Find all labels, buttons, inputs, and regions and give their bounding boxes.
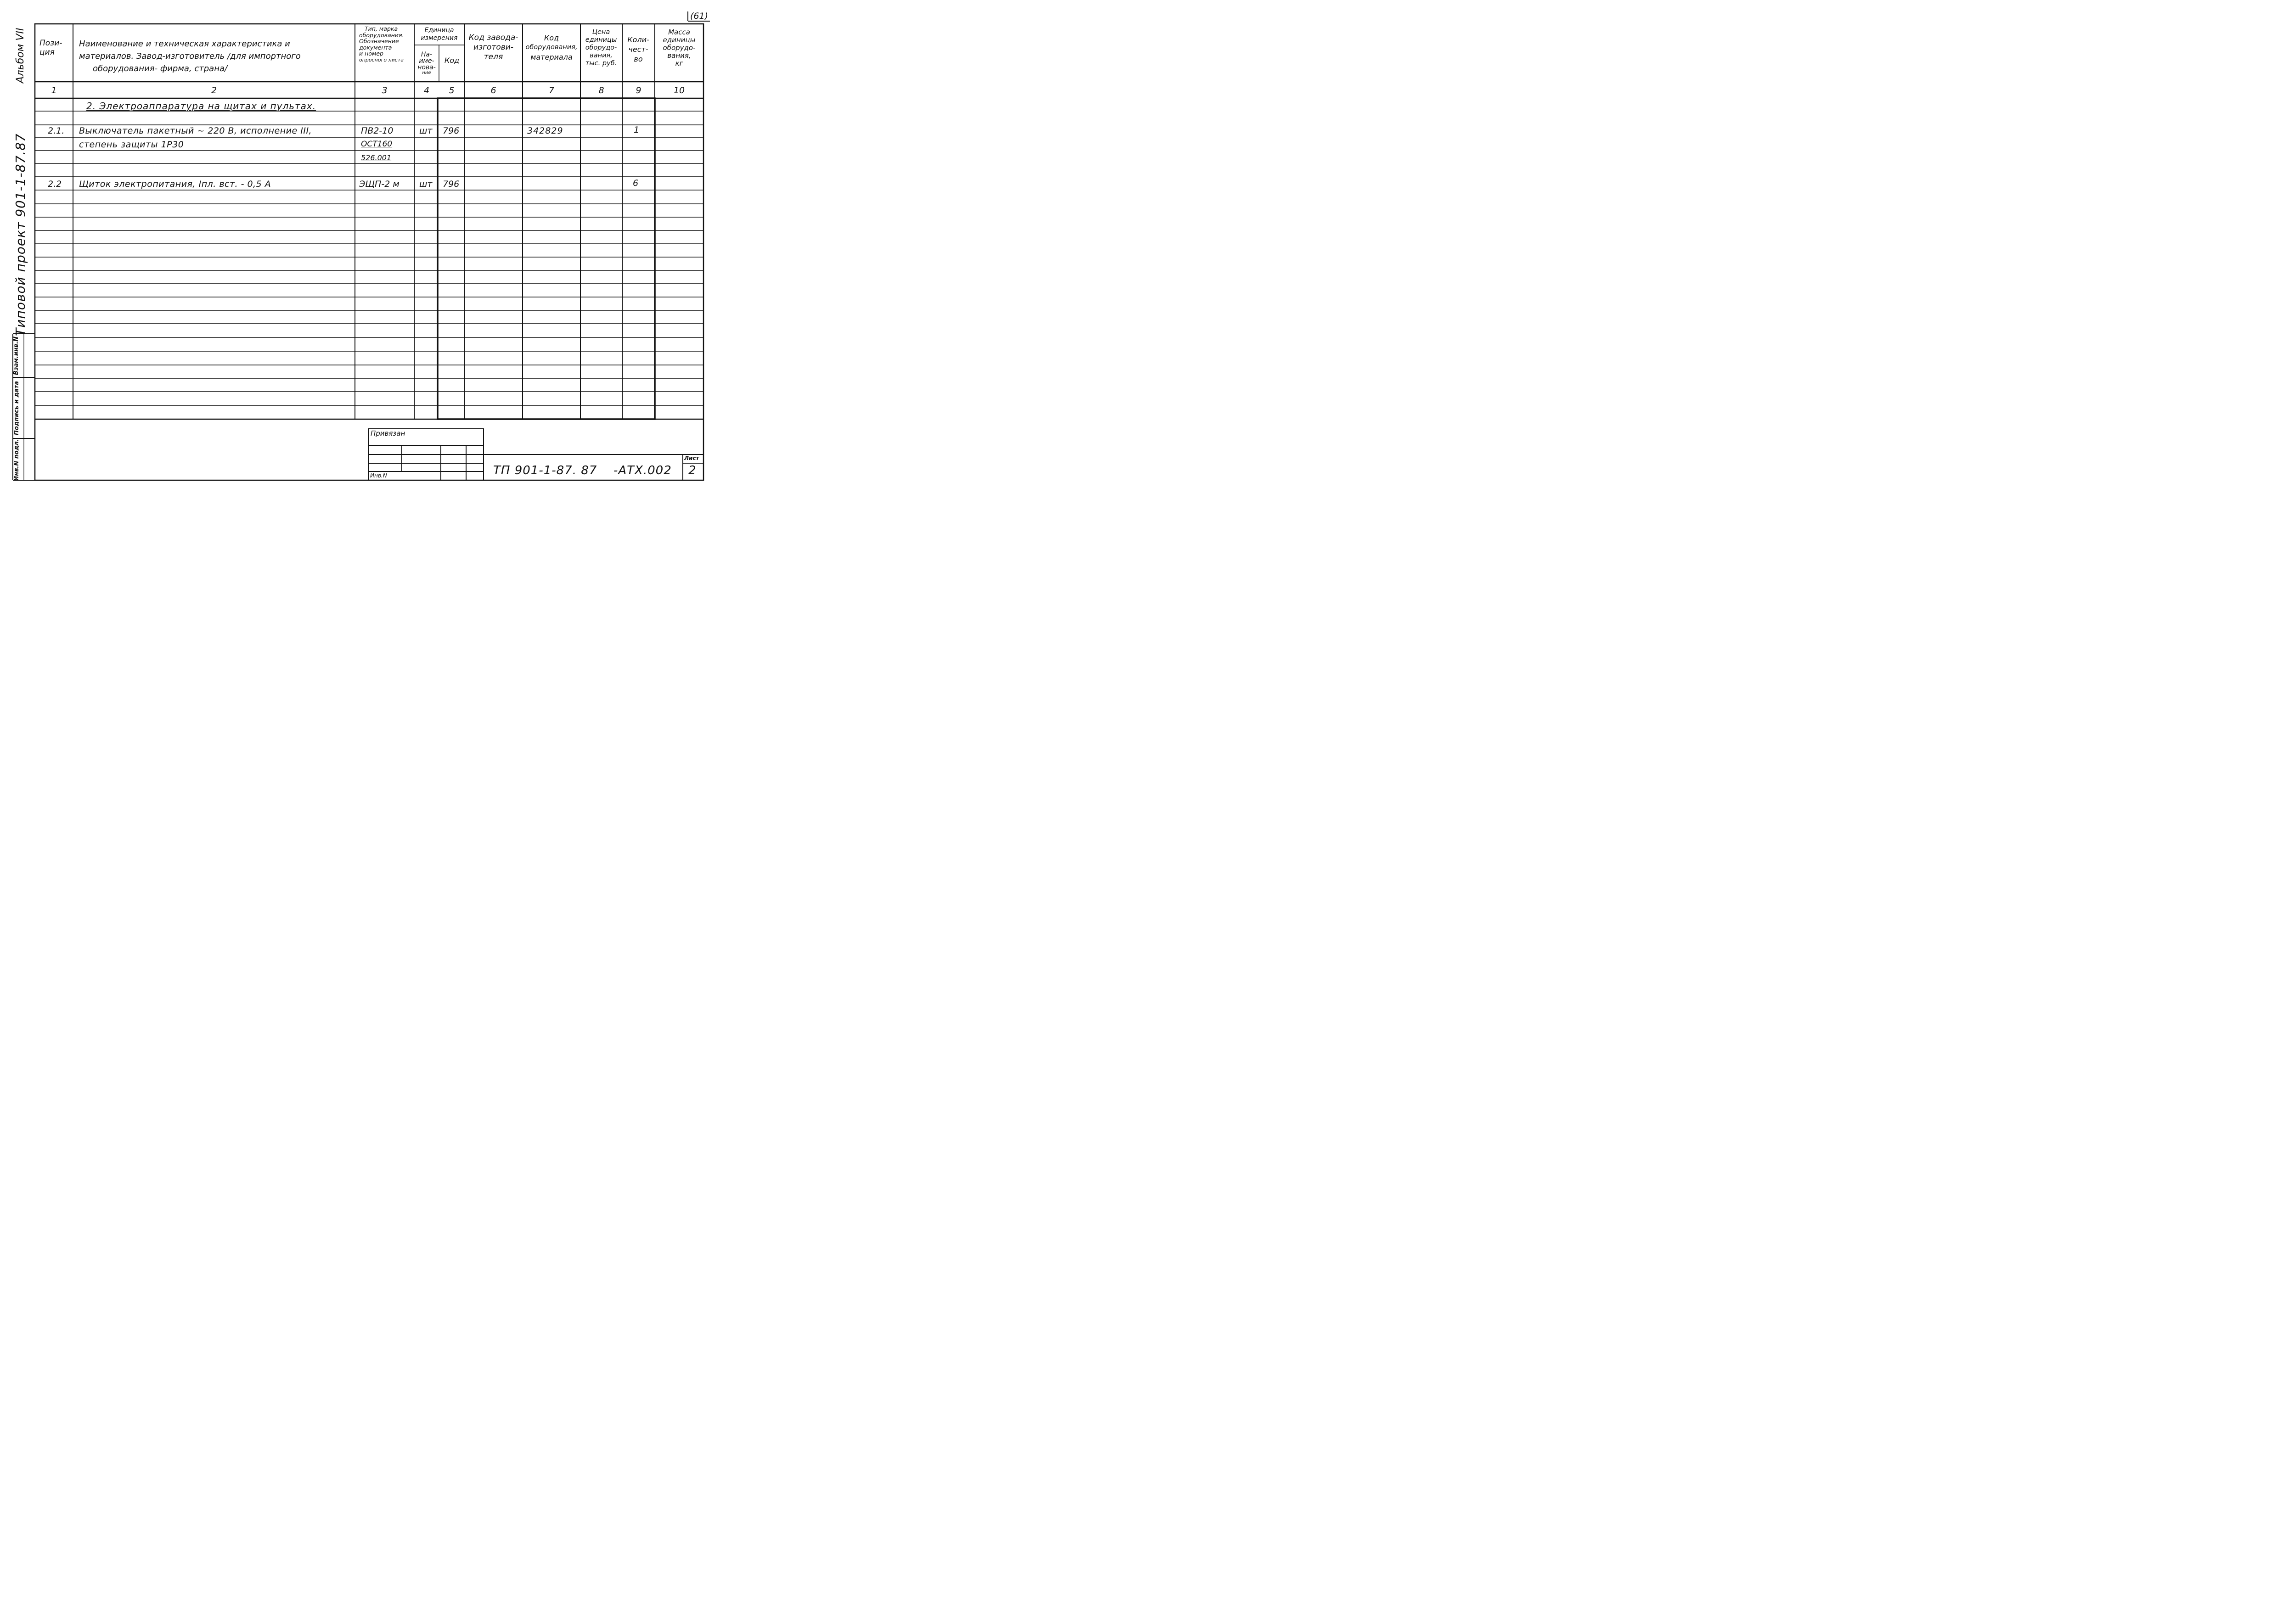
page-number: (61) [690,11,709,21]
stamp-replacement-inv: Взам.инв.N [13,337,20,375]
row-2-1-equip-code: 342829 [527,126,563,136]
row-2-2-unit: шт [419,179,433,189]
column-number-6: 6 [490,85,496,95]
header-unit-code: Код [444,56,460,65]
sheet-number: 2 [688,464,696,477]
header-name-line2: материалов. Завод-изготовитель /для импортного [79,51,301,61]
header-position [39,39,62,57]
header-unit-group [414,27,464,42]
header-maker-code-line3: теля [484,52,503,62]
document-code: ТП 901-1-87. 87 [493,464,597,477]
header-price-line4: вания, [590,52,613,59]
column-number-3: 3 [382,85,388,95]
row-2-1-quantity: 1 [634,125,640,135]
header-name-line3: оборудования- фирма, страна/ [93,64,228,73]
header-type-line2: оборудования. [359,31,404,39]
header-price-line3: оборудо- [585,44,617,51]
column-number-10: 10 [673,85,685,95]
column-number-2: 2 [211,85,217,95]
header-mass [655,28,703,67]
bound-label: Привязан [371,429,405,438]
header-unit-name-line4: ние [422,70,431,75]
header-unit-name [415,51,439,75]
row-2-2-type: ЭЩП-2 м [359,179,400,189]
header-price-line2: единицы [585,36,617,44]
header-mass-line3: оборудо- [663,44,696,52]
header-quantity-line1: Коли- [627,35,649,44]
header-unit-name-line2: име- [419,57,434,65]
row-2-2-quantity: 6 [633,178,639,188]
header-price-line1: Цена [592,28,610,36]
header-name [79,38,301,75]
header-equipment-code-line1: Код [544,34,559,42]
row-2-1-type: ПВ2-10 [361,126,394,136]
row-2-1-position: 2.1. [48,126,65,136]
stamp-original-inv: Инв.N подл. [13,439,20,481]
album-label: Альбом VII [15,28,26,84]
row-2-1-name: Выключатель пакетный ~ 220 В, исполнение III, [79,126,312,136]
column-number-5: 5 [449,85,455,95]
header-position-line2: ция [39,48,55,57]
row-2-1-unit: шт [419,126,433,136]
header-mass-line4: вания, [667,51,691,60]
header-unit-group-line1: Единица [424,27,454,34]
stamp-signature-date: Подпись и дата [13,381,20,436]
header-type [359,26,404,63]
row-2-1-name-cont: степень защиты 1Р30 [79,140,184,150]
sheet-label: Лист [684,455,699,461]
section-title: 2. Электроаппаратура на щитах и пультах. [86,101,316,112]
header-type-line3: Обозначение [359,38,399,45]
document-suffix: -АТХ.002 [613,464,672,477]
page-number-value: 61 [693,11,705,21]
header-price [580,28,622,67]
header-position-line1: Пози- [39,39,62,48]
header-maker-code-line2: изготови- [473,43,513,52]
column-number-4: 4 [423,85,430,95]
header-name-line1: Наименование и техническая характеристика и [79,39,290,49]
header-type-line4: документа [359,44,392,51]
header-type-line1: Тип, марка [365,25,398,32]
column-number-9: 9 [636,85,642,95]
header-mass-line5: кг [675,59,683,67]
header-equipment-code [523,33,580,62]
row-2-1-type-cont2: 526.001 [361,153,392,162]
row-2-1-code: 796 [443,126,460,136]
header-mass-line2: единицы [663,36,696,44]
header-quantity-line2: чест- [628,45,648,54]
header-mass-line1: Масса [668,28,690,36]
header-price-line5: тыс. руб. [585,60,617,67]
row-2-1-type-cont: ОСТ160 [361,140,393,149]
inv-label: Инв.N [370,472,387,479]
row-2-2-code: 796 [443,179,460,189]
row-2-2-position: 2.2 [48,179,62,189]
header-quantity-line3: во [634,55,643,63]
header-unit-name-line3: нова- [417,64,436,71]
header-equipment-code-line2: оборудования, [525,44,578,51]
table-grid [0,0,720,504]
column-number-7: 7 [548,85,555,95]
header-maker-code [464,33,523,62]
project-label: Типовой проект 901-1-87.87 [13,133,28,336]
header-maker-code-line1: Код завода- [468,33,518,42]
header-unit-name-line1: На- [421,51,433,58]
column-number-8: 8 [598,85,604,95]
header-unit-group-line2: измерения [421,34,458,42]
header-quantity [622,35,654,64]
header-type-line6: опросного листа [359,56,404,63]
header-equipment-code-line3: материала [530,53,573,62]
row-2-2-name: Щиток электропитания, Iпл. вст. - 0,5 А [79,179,271,189]
column-number-1: 1 [51,85,57,95]
header-type-line5: и номер [359,50,383,57]
